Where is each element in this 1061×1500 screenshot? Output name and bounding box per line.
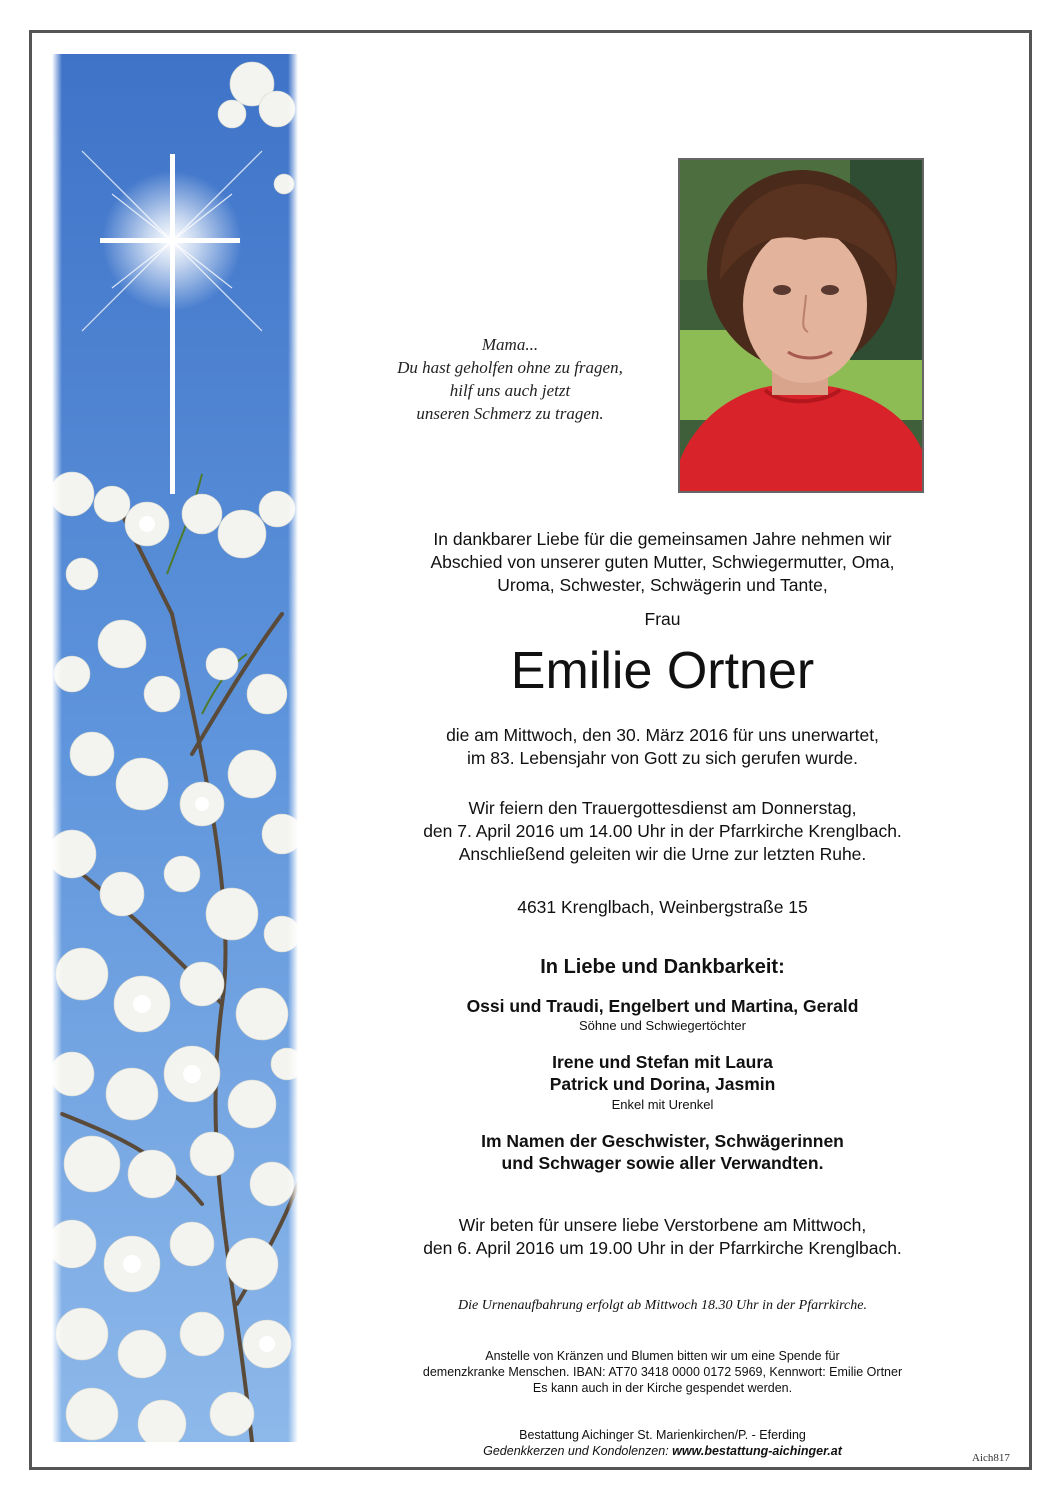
condolence-line [360,1443,965,1459]
deceased-name: Emilie Ortner [510,642,815,700]
salutation: Frau [644,609,681,629]
death-notice [360,724,965,770]
mourners-group2-relation: Enkel mit Urenkel [611,1097,714,1112]
poem-line: Du hast geholfen ohne zu fragen, [397,358,623,377]
poem [340,333,680,425]
urn-note: Die Urnenaufbahrung erfolgt ab Mittwoch 18.30 Uhr in der Pfarrkirche. [458,1298,867,1313]
poem-line: unseren Schmerz zu tragen. [416,404,604,423]
intro-line: Abschied von unserer guten Mutter, Schwiegermutter, Oma, [430,552,895,572]
condolence-label: Gedenkkerzen und Kondolenzen: [483,1444,673,1458]
mourners-group2-names-1: Irene und Stefan mit Laura [552,1052,773,1072]
mourners-group2-names-2: Patrick und Dorina, Jasmin [549,1074,776,1094]
mourners-group3-line1: Im Namen der Geschwister, Schwägerinnen [481,1131,844,1151]
service-line: Wir feiern den Trauergottesdienst am Donnerstag, [468,798,857,818]
portrait-photo [678,158,924,493]
prayer-line: Wir beten für unsere liebe Verstorbene am Mittwoch, [458,1215,867,1235]
donation-info [360,1348,965,1396]
intro-text [360,528,965,597]
service-info [360,797,965,866]
service-line: den 7. April 2016 um 14.00 Uhr in der Pfarrkirche Krenglbach. [423,821,902,841]
poem-line: hilf uns auch jetzt [449,381,571,400]
undertaker: Bestattung Aichinger St. Marienkirchen/P. - Eferding [519,1428,806,1442]
donation-line: Es kann auch in der Kirche gespendet werden. [532,1381,793,1395]
intro-line: Uroma, Schwester, Schwägerin und Tante, [497,575,828,595]
prayer-line: den 6. April 2016 um 19.00 Uhr in der Pfarrkirche Krenglbach. [423,1238,902,1258]
donation-line: Anstelle von Kränzen und Blumen bitten wir um eine Spende für [485,1349,840,1363]
address: 4631 Krenglbach, Weinbergstraße 15 [517,897,808,917]
donation-line: demenzkranke Menschen. IBAN: AT70 3418 0000 0172 5969, Kennwort: Emilie Ortner [422,1365,903,1379]
prayer-info [360,1214,965,1260]
mourners-group1-names: Ossi und Traudi, Engelbert und Martina, Gerald [466,996,859,1016]
website-link[interactable]: www.bestattung-aichinger.at [672,1444,842,1458]
death-notice-line: die am Mittwoch, den 30. März 2016 für uns unerwartet, [446,725,879,745]
intro-line: In dankbarer Liebe für die gemeinsamen Jahre nehmen wir [433,529,892,549]
mourners-group1-relation: Söhne und Schwiegertöchter [579,1018,746,1033]
mourners-group3-line2: und Schwager sowie aller Verwandten. [501,1153,824,1173]
poem-line: Mama... [481,335,539,354]
cross-blossom-image [52,54,298,1442]
service-line: Anschließend geleiten wir die Urne zur letzten Ruhe. [458,844,867,864]
document-code: Aich817 [972,1452,1010,1464]
mourners-heading: In Liebe und Dankbarkeit: [540,956,785,978]
death-notice-line: im 83. Lebensjahr von Gott zu sich gerufen wurde. [466,748,859,768]
